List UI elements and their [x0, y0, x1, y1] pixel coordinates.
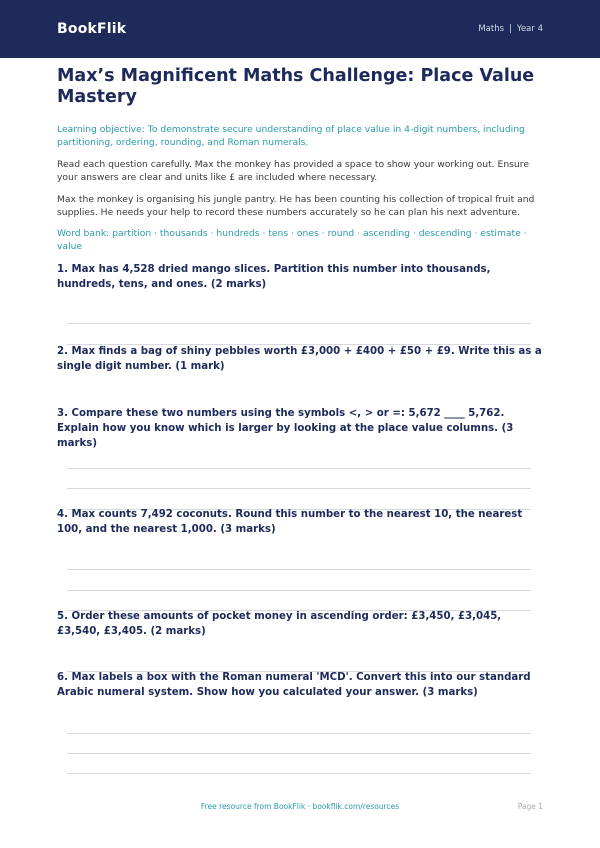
answer-line[interactable] — [67, 773, 531, 774]
answer-line[interactable] — [67, 733, 531, 734]
meta-separator: | — [509, 24, 512, 34]
question-1: 1. Max has 4,528 dried mango slices. Partition this number into thousands, hundreds, tens, and ones. (2 marks) — [57, 264, 491, 290]
instructions-text: Read each question carefully. Max the monkey has provided a space to show your working out. Ensure your answers are clear and units like £ are included where necessary. — [57, 159, 529, 183]
question-3: 3. Compare these two numbers using the symbols <, > or =: 5,672 ____ 5,762. Explain how you know which is larger by looking at the place value columns. (3 marks) — [57, 408, 514, 449]
question-4: 4. Max counts 7,492 coconuts. Round this number to the nearest 10, the nearest 100, and the nearest 1,000. (3 marks) — [57, 509, 523, 535]
word-bank: Word bank: partition · thousands · hundreds · tens · ones · round · ascending · descending · estimate · value — [57, 228, 527, 252]
question-5: 5. Order these amounts of pocket money in ascending order: £3,450, £3,045, £3,540, £3,405. (2 marks) — [57, 611, 502, 637]
footer-resource-link[interactable]: Free resource from BookFlik · bookflik.com/resources — [200, 802, 400, 811]
question-2: 2. Max finds a bag of shiny pebbles worth £3,000 + £400 + £50 + £9. Write this as a single digit number. (1 mark) — [57, 346, 542, 372]
page-number: Page 1 — [517, 802, 543, 811]
intro-text: Max the monkey is organising his jungle pantry. He has been counting his collection of tropical fruit and supplies. He needs your help to record these numbers accurately so he can plan his next adventure. — [57, 194, 535, 218]
answer-line[interactable] — [67, 569, 531, 570]
answer-line[interactable] — [67, 468, 531, 469]
page-footer — [0, 802, 600, 814]
brand-logo: BookFlik — [57, 21, 127, 37]
page-title: Max’s Magnificent Maths Challenge: Place Value Mastery — [57, 66, 535, 107]
year-label: Year 4 — [516, 24, 543, 34]
answer-line[interactable] — [67, 753, 531, 754]
answer-line[interactable] — [67, 590, 531, 591]
intro-section — [57, 66, 543, 253]
answer-line[interactable] — [67, 323, 531, 324]
page-header — [0, 0, 600, 58]
header-meta — [478, 24, 543, 34]
answer-line[interactable] — [67, 488, 531, 489]
subject-label: Maths — [478, 24, 505, 34]
question-6: 6. Max labels a box with the Roman numeral 'MCD'. Convert this into our standard Arabic numeral system. Show how you calculated your answer. (3 marks) — [57, 672, 531, 698]
learning-objective: Learning objective: To demonstrate secure understanding of place value in 4-digit numbers, including partitioning, ordering, rounding, and Roman numerals. — [57, 124, 525, 148]
